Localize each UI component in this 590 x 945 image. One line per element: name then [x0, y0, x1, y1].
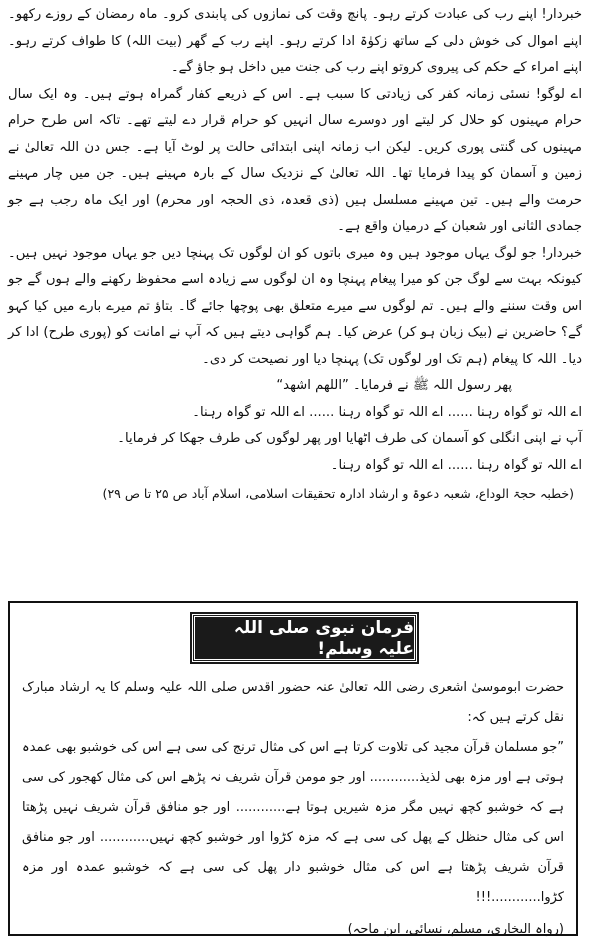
hadith-citation: (رواہ البخاری، مسلم، نسائی، ابن ماجہ)	[347, 922, 564, 937]
witness-line: آپ نے اپنی انگلی کو آسمان کی طرف اٹھایا اور پھر لوگوں کی طرف جھکا کر فرمایا۔	[117, 431, 582, 446]
hadith-banner-title: فرمان نبوی صلی اللہ علیہ وسلم!	[233, 618, 414, 659]
witness-line: اے اللہ تو گواہ رہنا ...... اے اللہ تو گواہ رہنا ...... اے اللہ تو گواہ رہنا۔	[192, 404, 582, 420]
hadith-banner	[192, 614, 417, 662]
hadith-box	[8, 601, 578, 936]
sermon-reference: (خطبہ حجۃ الوداع، شعبہ دعوۃ و ارشاد ادارہ تحقیقات اسلامی، اسلام آباد ص ۲۵ تا ص ۲۹)	[102, 486, 574, 501]
sermon-paragraph: خبردار! اپنے رب کی عبادت کرتے رہو۔ پانچ وقت کی نمازوں کی پابندی کرو۔ ماہ رمضان کے روزے رکھو۔ اپنے اموال کی خوش دلی کے ساتھ زکوٰۃ ادا کرتے رہو۔ اپنے رب کے گھر (بیت اللہ) کا طواف کرتے رہو۔ اپنے امراء کے حکم کی پیروی کروتو اپنے رب کی جنت میں داخل ہو جاؤ گے۔	[8, 7, 582, 75]
sermon-text-section	[8, 2, 582, 508]
sermon-paragraph: خبردار! جو لوگ یہاں موجود ہیں وہ میری باتوں کو ان لوگوں تک پہنچا دیں جو یہاں موجود نہیں ہیں۔ کیونکہ بہت سے لوگ جن کو میرا پیغام پہنچا وہ ان لوگوں سے زیادہ اسے محفوظ رکھنے والے ہوں گے جو اس وقت سننے والے ہیں۔ تم لوگوں سے میرے متعلق بھی پوچھا جائے گا۔ بتاؤ تم میرے بارے میں کیا کہو گے؟ حاضرین نے (بیک زبان ہو کر) عرض کیا۔ ہم گواہی دیتے ہیں کہ آپ نے امانت کو (پوری طرح) ادا کر دیا۔ اللہ کا پیغام (ہم تک اور لوگوں تک) پہنچا دیا اور نصیحت کر دی۔	[8, 245, 583, 367]
witness-line: اے اللہ تو گواہ رہنا ...... اے اللہ تو گواہ رہنا۔	[330, 457, 582, 473]
hadith-intro: حضرت ابوموسیٰ اشعری رضی اللہ تعالیٰ عنہ حضور اقدس صلی اللہ علیہ وسلم کا یہ ارشاد مبارک نقل کرتے ہیں کہ:	[22, 680, 564, 725]
hadith-text	[22, 673, 564, 945]
sermon-paragraph: اے لوگو! نسئی زمانہ کفر کی زیادتی کا سبب ہے۔ اس کے ذریعے کفار گمراہ ہوتے ہیں۔ وہ ایک سال حرام مہینوں کو حلال کر لیتے اور دوسرے سال انہیں کو حرام قرار دے لیتے تھے۔ تاکہ اس طرح حرام مہینوں کی گنتی پوری کریں۔ لیکن اب زمانہ اپنی ابتدائی حالت پر لوٹ آیا ہے۔ جس دن اللہ تعالیٰ نے زمین و آسمان کو پیدا فرمایا تھا۔ اللہ تعالیٰ کے نزدیک سال کے بارہ مہینے ہیں۔ جن میں چار مہینے حرمت والے ہیں۔ تین مہینے مسلسل ہیں (ذی قعدہ، ذی الحجہ اور محرم) اور ایک ماہ رجب ہے جو جمادی الثانی اور شعبان کے درمیان واقع ہے۔	[8, 86, 582, 234]
witness-line: پھر رسول اللہ ﷺ نے فرمایا۔ ”اللھم اشھد“	[276, 378, 512, 393]
hadith-body: ”جو مسلمان قرآن مجید کی تلاوت کرتا ہے اس کی مثال ترنج کی سی ہے اس کی خوشبو بھی عمدہ ہوتی ہے اور مزہ بھی لذیذ............ اور جو مومن قرآن شریف نہ پڑھے اس کی مثال کھجور کی سی ہے کہ خوشبو کچھ نہیں مگر مزہ شیریں ہوتا ہے............ اور جو منافق قرآن شریف نہیں پڑھتا اس کی مثال حنظل کے پھل کی سی ہے کہ مزہ کڑوا اور خوشبو کچھ نہیں............ اور جو منافق قرآن شریف پڑھتا ہے اس کی مثال خوشبو دار پھل کی سی ہے کہ خوشبو عمدہ اور مزہ کڑوا............!!!	[22, 740, 564, 905]
